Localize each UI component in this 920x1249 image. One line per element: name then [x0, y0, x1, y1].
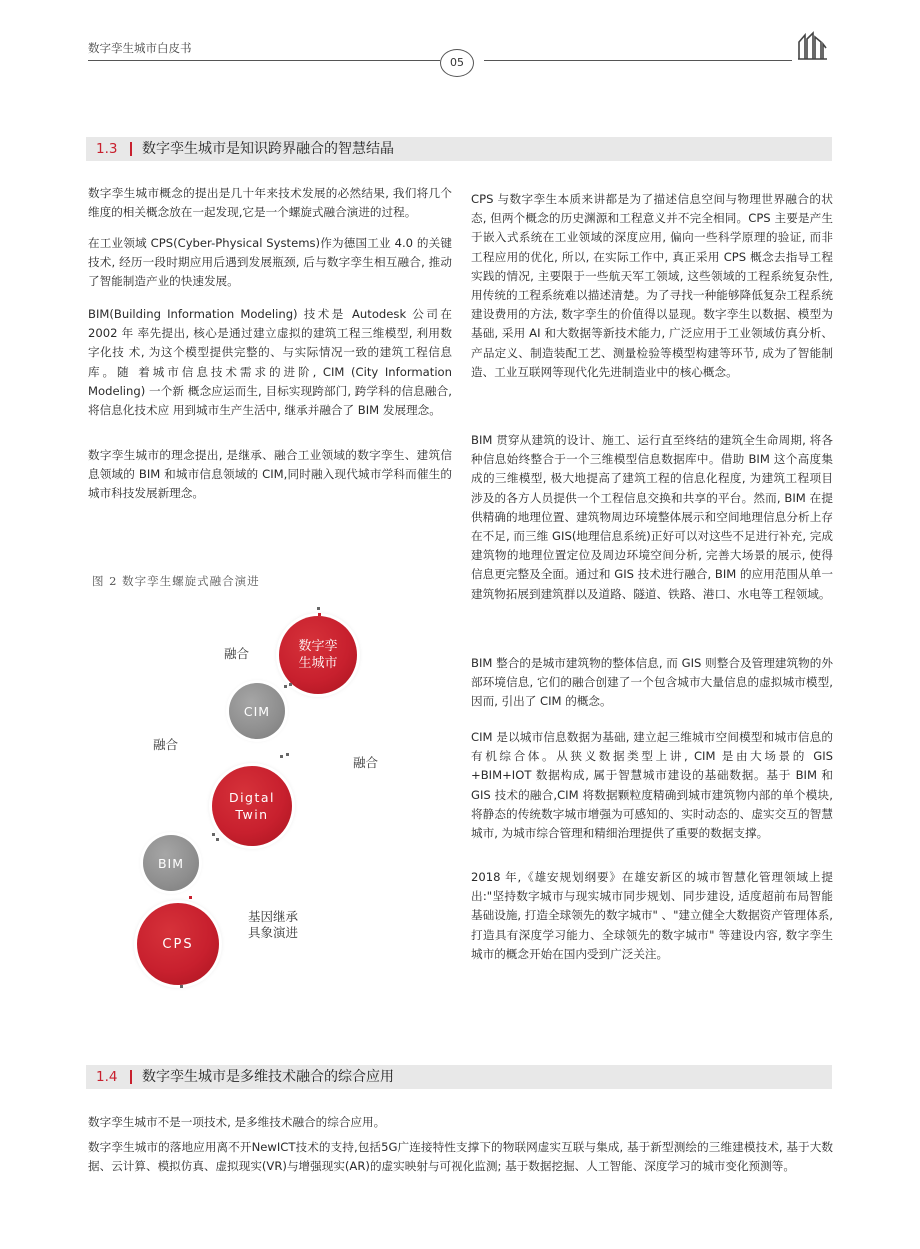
- node-digital-twin: [212, 766, 292, 846]
- figure-caption: 图 2 数字孪生螺旋式融合演进: [92, 574, 260, 588]
- paragraph: 数字孪生城市的落地应用离不开NewICT技术的支持,包括5G广连接特性支撑下的物联网虚实互联与集成, 基于新型测绘的三维建模技术, 基于大数据、云计算、模拟仿真、虚拟现实(VR)与增强现实(AR)的虚实映射与可视化监测; 基于数据挖掘、人工智能、深度学习的城市变化预测等。: [88, 1140, 833, 1174]
- section-title: 数字孪生城市是多维技术融合的综合应用: [142, 1069, 394, 1085]
- header-rule-left: [88, 60, 440, 61]
- decor-dot: [212, 833, 215, 836]
- node-cim: [229, 683, 285, 739]
- section-heading-1-4: [86, 1065, 832, 1089]
- section-accent-bar: [130, 142, 132, 156]
- header-title: 数字孪生城市白皮书: [88, 41, 192, 55]
- paragraph: 在工业领域 CPS(Cyber-Physical Systems)作为德国工业 4.0 的关键技术, 经历一段时期应用后遇到发展瓶颈, 后与数字孪生相互融合, 推动了智能制造产业的快速发展。: [88, 236, 452, 289]
- paragraph: BIM(Building Information Modeling) 技术是 Autodesk 公司在2002 年 率先提出, 核心是通过建立虚拟的建筑工程三维模型, 利用数字化技 术, 为这个模型提供完整的、与实际情况一致的建筑工程信息库。随 着城市信息技术需求的进阶, CIM (City Information Modeling) 一个新 概念应运而生, 目标实现跨部门, 跨学科的信息融合, 将信息化技术应 用到城市生产生活中, 继承并融合了 BIM 发展理念。: [88, 307, 452, 418]
- brand-logo-icon: [796, 30, 828, 62]
- node-label: CPS: [162, 936, 194, 952]
- section-number: 1.4: [96, 1069, 118, 1085]
- fusion-label: 融合: [153, 737, 179, 752]
- node-cps: [137, 903, 219, 985]
- paragraph: 2018 年,《雄安规划纲要》在雄安新区的城市智慧化管理领域上提出:"坚持数字城市与现实城市同步规划、同步建设, 适度超前布局智能基础设施, 打造全球领先的数字城市" 、"建立健全大数据资产管理体系, 打造具有深度学习能力、全球领先的数字城市" 等建设内容, 数字孪生城市的概念开始在国内受到广泛关注。: [471, 870, 833, 961]
- paragraph: BIM 贯穿从建筑的设计、施工、运行直至终结的建筑全生命周期, 将各种信息始终整合于一个三维模型信息数据库中。借助 BIM 这个高度集成的三维模型, 极大地提高了建筑工程的信息化程度, 为建筑工程项目涉及的各方人员提供一个工程信息交换和共享的平台。然而, BIM 在提供精确的地理位置、建筑物周边环境整体展示和空间地理信息分析上存在不足, 而三维 GIS(地理信息系统)正好可以对这些不足进行补充, 完成建筑物的地理位置定位及周边环境空间分析, 完善大场景的展示, 使得信息更完整及全面。通过和 GIS 技术进行融合, BIM 的应用范围从单一建筑物拓展到建筑群以及道路、隧道、铁路、港口、水电等工程领域。: [471, 433, 833, 601]
- decor-dot: [280, 755, 283, 758]
- node-label: 生城市: [298, 656, 338, 671]
- decor-dot: [284, 685, 287, 688]
- decor-dot: [294, 681, 297, 684]
- concrete-evolution-label: 具象演进: [248, 925, 299, 940]
- node-label: 数字孪: [298, 639, 338, 654]
- decor-dot: [189, 896, 192, 899]
- decor-dot: [289, 683, 292, 686]
- decor-dot: [180, 985, 183, 988]
- section-title: 数字孪生城市是知识跨界融合的智慧结晶: [142, 141, 394, 157]
- page-number: 05: [440, 49, 474, 77]
- fusion-label: 融合: [353, 755, 379, 770]
- fusion-label: 融合: [224, 646, 250, 661]
- decor-dot: [317, 607, 320, 610]
- section-number: 1.3: [96, 141, 118, 157]
- node-label: BIM: [157, 855, 185, 871]
- paragraph: 数字孪生城市的理念提出, 是继承、融合工业领域的数字孪生、建筑信息领域的 BIM 和城市信息领域的 CIM,同时融入现代城市学科而催生的城市科技发展新理念。: [88, 448, 452, 501]
- spiral-diagram: [88, 595, 458, 995]
- paragraph: 数字孪生城市概念的提出是几十年来技术发展的必然结果, 我们将几个维度的相关概念放在一起发现,它是一个螺旋式融合演进的过程。: [88, 186, 452, 220]
- node-bim: [143, 835, 199, 891]
- section-heading-1-3: [86, 137, 832, 161]
- paragraph: CIM 是以城市信息数据为基础, 建立起三维城市空间模型和城市信息的有机综合体。从狭义数据类型上讲, CIM 是由大场景的 GIS +BIM+IOT 数据构成, 属于智慧城市建设的基础数据。基于 BIM 和 GIS 技术的融合,CIM 将数据颗粒度精确到城市建筑物内部的单个模块, 将静态的传统数字城市增强为可感知的、实时动态的、虚实交互的智慧城市, 为城市综合管理和精细治理提供了重要的数据支撑。: [471, 730, 833, 841]
- gene-inheritance-label: 基因继承: [248, 909, 299, 924]
- paragraph: 数字孪生城市不是一项技术, 是多维技术融合的综合应用。: [88, 1115, 386, 1129]
- node-label: Twin: [235, 807, 269, 822]
- header-rule-right: [484, 60, 792, 61]
- decor-dot: [318, 613, 321, 616]
- section-accent-bar: [130, 1070, 132, 1084]
- paragraph: CPS 与数字孪生本质来讲都是为了描述信息空间与物理世界融合的状态, 但两个概念的历史渊源和工程意义并不完全相同。CPS 主要是产生于嵌入式系统在工业领域的深度应用, 偏向一些科学原理的验证, 而非工程应用的优化, 所以, 在实际工作中, 真正采用 CPS 概念去指导工程实践的情况, 主要限于一些航天军工领域, 这些领域的工程系统复杂性, 用传统的工程系统难以描述清楚。为了寻找一种能够降低复杂工程系统建设费用的方法, 数字孪生的价值得以显现。数字孪生以数据、模型为基础, 采用 AI 和大数据等新技术能力, 广泛应用于工业领域仿真分析、产品定义、制造装配工艺、测量检验等模型构建等环节, 成为了智能制造、工业互联网等现代化先进制造业中的核心概念。: [471, 192, 833, 379]
- paragraph: BIM 整合的是城市建筑物的整体信息, 而 GIS 则整合及管理建筑物的外部环境信息, 它们的融合创建了一个包含城市大量信息的虚拟城市模型, 因而, 引出了 CIM 的概念。: [471, 656, 833, 709]
- node-label: Digtal: [228, 790, 276, 805]
- decor-dot: [216, 838, 219, 841]
- node-label: CIM: [243, 703, 271, 719]
- decor-dot: [286, 753, 289, 756]
